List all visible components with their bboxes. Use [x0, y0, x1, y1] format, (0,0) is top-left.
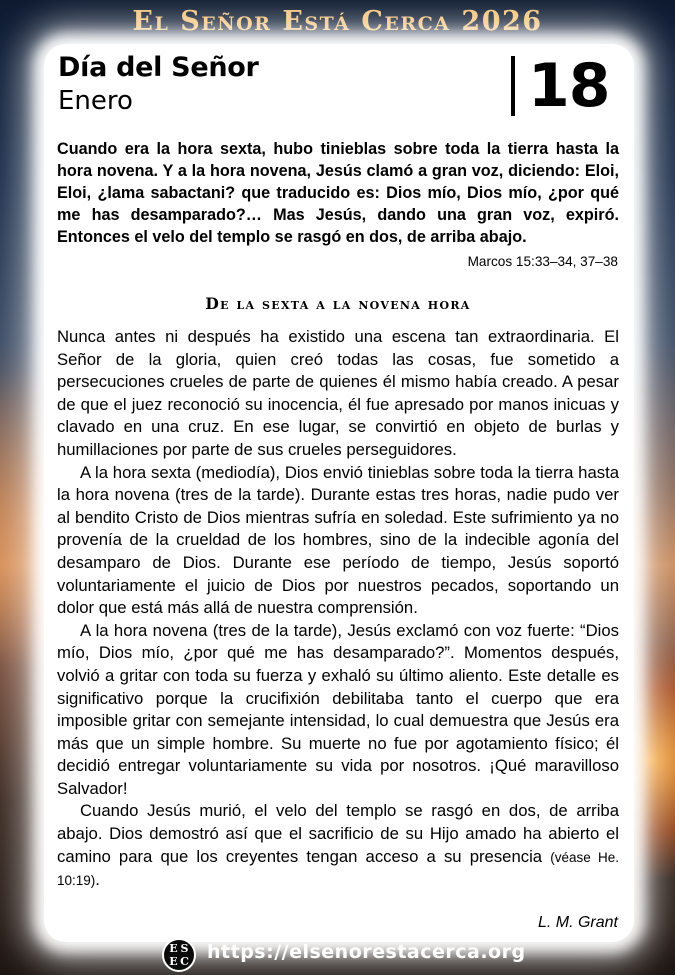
paragraph-text: Cuando Jesús murió, el velo del templo se rasgó en dos, de arriba abajo. Dios demostró así que el sacrificio de su Hijo amado ha abierto el camino para que los creyentes tengan acceso a su presencia: [57, 801, 619, 866]
day-title: Día del Señor: [58, 52, 259, 83]
logo-letter: C: [180, 955, 189, 968]
month-label: Enero: [58, 86, 133, 116]
website-link[interactable]: https://elsenorestacerca.org: [207, 941, 526, 963]
paragraph: [57, 620, 619, 801]
paragraph-end: .: [95, 870, 100, 890]
day-number: 18: [528, 51, 610, 121]
footer: [0, 935, 675, 975]
paragraph: [57, 462, 619, 620]
book-title: El Señor Está Cerca 2026: [132, 6, 543, 37]
paragraph: [57, 800, 619, 892]
section-title: De la sexta a la novena hora: [205, 294, 471, 313]
paragraph: Nunca antes ni después ha existido una escena tan extraordinaria. El Señor de la gloria, quien creó todas las cosas, fue sometido a persecuciones crueles de parte de quienes él mismo había creado. A pesar de que el juez reconoció su inocencia, él fue apresado por manos inicuas y clavado en una cruz. En ese lugar, se convirtió en objeto de burlas y humillaciones por parte de sus crueles perseguidores.: [57, 327, 619, 459]
verse-reference: Marcos 15:33–34, 37–38: [467, 254, 618, 269]
bible-verse: Cuando era la hora sexta, hubo tinieblas sobre toda la tierra hasta la hora novena. Y a la hora novena, Jesús clamó a gran voz, diciendo: Eloi, Eloi, ¿lama sabactani? que traducido es: Dios mío, Dios mío, ¿por qué me has desamparado?… Mas Jesús, dando una gran voz, expiró. Entonces el velo del templo se rasgó en dos, de arriba abajo.: [57, 140, 619, 246]
logo-letter: E: [169, 942, 178, 955]
logo-letter: E: [169, 955, 178, 968]
logo-icon: [162, 938, 196, 972]
logo-letter: S: [180, 942, 189, 955]
devotional-body: [57, 326, 619, 893]
date-divider: [511, 56, 515, 116]
cross-reference: (véase He. 10:19): [57, 849, 620, 889]
author-name: L. M. Grant: [537, 914, 618, 931]
paragraph-text: A la hora novena (tres de la tarde), Jesús exclamó con voz fuerte: “Dios mío, Dios mío, ¿por qué me has desamparado?”. Momentos después, volvió a gritar con toda su fuerza y exhaló su último aliento. Este detalle es significativo porque la crucifixión debilitaba tanto el cuerpo que era imposible gritar con semejante intensidad, lo cual demuestra que Jesús era más que un simple hombre. Su muerte no fue por agotamiento físico; él decidió entregar voluntariamente su vida por nosotros. ¡Qué maravilloso Salvador!: [57, 620, 619, 798]
paragraph-text: A la hora sexta (mediodía), Dios envió tinieblas sobre toda la tierra hasta la hora novena (tres de la tarde). Durante estas tres horas, nadie pudo ver al bendito Cristo de Dios mientras sufría en soledad. Este sufrimiento ya no provenía de la crueldad de los hombres, sino de la indecible agonía del desamparo de Dios. Durante ese período de tiempo, Jesús soportó voluntariamente el juicio de Dios por nuestros pecados, soportando un dolor que está más allá de nuestra comprensión.: [57, 462, 619, 618]
